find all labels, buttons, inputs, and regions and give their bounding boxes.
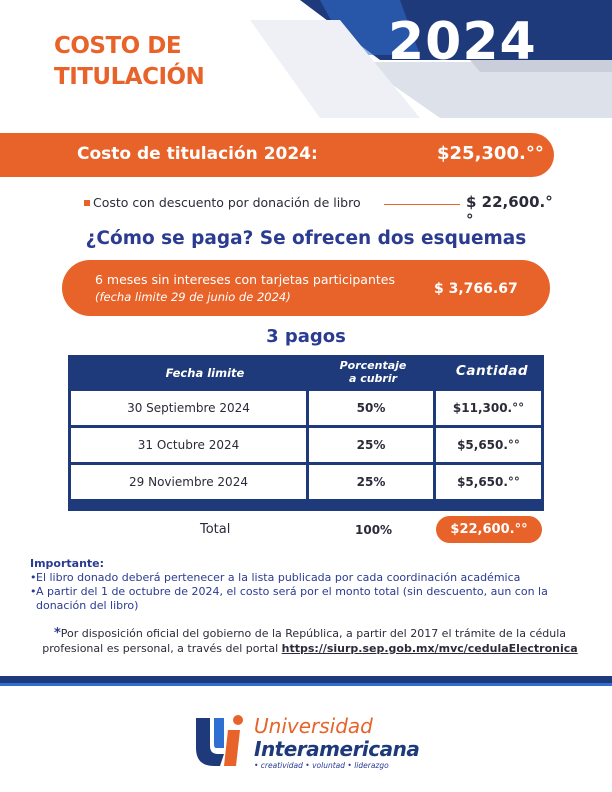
payments-table <box>68 355 544 511</box>
legal-note <box>30 626 590 656</box>
header <box>0 0 612 118</box>
logo-tagline: • creatividad • voluntad • liderazgo <box>254 761 389 770</box>
university-logo <box>190 708 430 778</box>
msi-description: 6 meses sin intereses con tarjetas participantes <box>95 272 395 287</box>
table-header <box>68 355 544 390</box>
leader-line <box>384 204 460 205</box>
logo-name-line1: Universidad <box>254 714 373 738</box>
footer-band-blue <box>0 683 612 686</box>
cell-porcentaje: 25% <box>309 428 433 462</box>
cell-fecha: 30 Septiembre 2024 <box>71 391 306 425</box>
header-porcentaje-line2: a cubrir <box>348 372 398 385</box>
legal-note-text: Por disposición oficial del gobierno de la República, a partir del 2017 el trámite de la cédula profesional es personal, a través del portal <box>42 627 567 655</box>
total-amount-badge: $22,600.°° <box>436 516 542 543</box>
header-fecha: Fecha limite <box>165 366 245 380</box>
total-row <box>68 516 544 544</box>
bullet-dot-icon: • <box>30 585 37 598</box>
cell-cantidad: $11,300.°° <box>436 391 541 425</box>
list-item <box>30 571 590 585</box>
important-item-text: A partir del 1 de octubre de 2024, el costo será por el monto total (sin descuento, aun con la donación del libro) <box>36 585 548 612</box>
header-porcentaje <box>318 359 428 385</box>
important-heading: Importante: <box>30 557 105 570</box>
cell-porcentaje: 50% <box>309 391 433 425</box>
footer-band <box>0 676 612 686</box>
schemes-heading: ¿Cómo se paga? Se ofrecen dos esquemas <box>85 228 527 249</box>
important-notes <box>30 557 590 613</box>
cell-porcentaje: 25% <box>309 465 433 499</box>
year-heading: 2024 <box>388 12 537 72</box>
cedula-portal-link[interactable]: https://siurp.sep.gob.mx/mvc/cedulaElectronica <box>281 642 578 655</box>
msi-value: $ 3,766.67 <box>434 281 518 297</box>
payments-heading: 3 pagos <box>266 326 346 347</box>
cost-value: $25,300.°° <box>437 143 544 164</box>
ui-monogram-icon <box>190 708 250 772</box>
cell-fecha: 31 Octubre 2024 <box>71 428 306 462</box>
footer-band-navy <box>0 676 612 683</box>
list-item <box>30 585 590 613</box>
cell-fecha: 29 Noviembre 2024 <box>71 465 306 499</box>
header-porcentaje-line1: Porcentaje <box>339 359 407 372</box>
msi-deadline: (fecha limite 29 de junio de 2024) <box>95 290 291 304</box>
header-cantidad: Cantidad <box>455 363 529 379</box>
asterisk-mark: * <box>53 626 61 641</box>
cell-cantidad: $5,650.°° <box>436 465 541 499</box>
discount-value: $ 22,600.°° <box>466 193 553 229</box>
page-title-line2: TITULACIÓN <box>54 64 205 90</box>
msi-banner <box>62 260 550 316</box>
cell-cantidad: $5,650.°° <box>436 428 541 462</box>
logo-name-line2: Interamericana <box>254 737 420 761</box>
bullet-square-icon <box>84 200 90 206</box>
important-item-text: El libro donado deberá pertenecer a la lista publicada por cada coordinación académica <box>36 571 521 584</box>
cost-banner <box>0 133 554 177</box>
page-title-line1: COSTO DE <box>54 33 182 59</box>
total-label: Total <box>200 522 231 537</box>
discount-label: Costo con descuento por donación de libro <box>93 195 361 210</box>
cost-label: Costo de titulación 2024: <box>77 144 318 164</box>
bullet-dot-icon: • <box>30 571 37 584</box>
discount-line <box>84 193 554 229</box>
total-percentage: 100% <box>355 523 393 537</box>
